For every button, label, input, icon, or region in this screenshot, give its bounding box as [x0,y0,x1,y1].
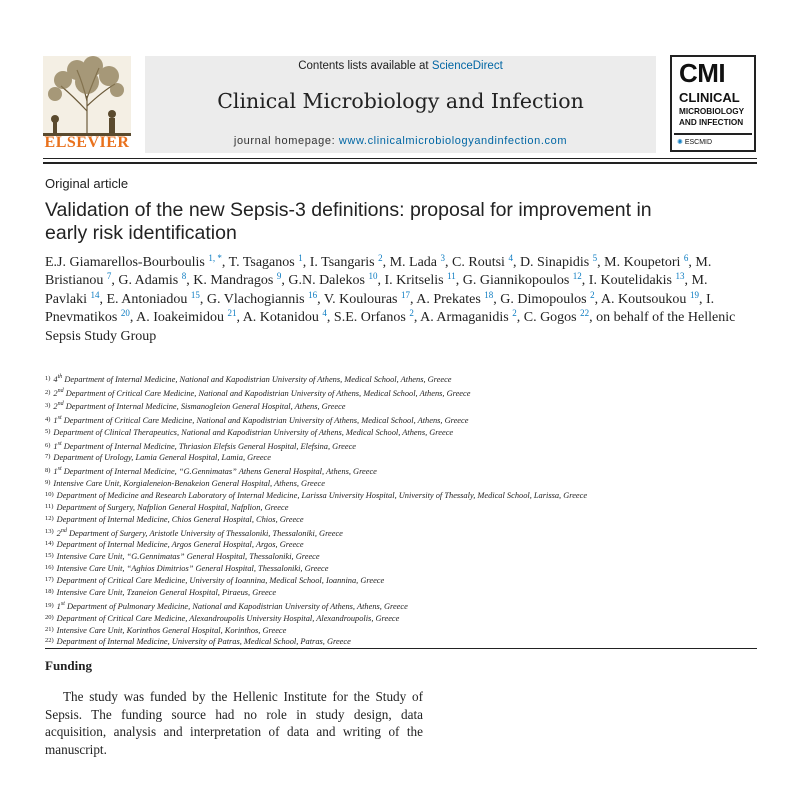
author-name[interactable]: G. Vlachogiannis [206,291,305,307]
header-rule-thick [43,162,757,164]
affiliation-number: 20) [45,613,54,621]
affiliation-text: Department of Critical Care Medicine, National and Kapodistrian University of Athens, Medical School, Athens, Greece [61,415,469,425]
affiliation-number: 21) [45,625,54,633]
affiliation-ordinal: 2 [53,402,58,412]
author-affiliation-ref[interactable]: 1 [298,253,303,263]
cover-line-2: MICROBIOLOGY [679,107,745,116]
affiliation-item [45,386,755,400]
author-affiliation-ref[interactable]: 6 [683,253,689,263]
author-name[interactable]: T. Tsaganos [228,255,295,270]
author-name[interactable]: I. Koutelidakis [588,273,673,289]
author-list: E.J. Giamarellos-Bourboulis $^{1, *}$, T. Tsaganos $^1$, I. Tsangaris $^2$, M. Lada $^3$, C. Routsi $^4$, D. Sinapidis $^5$, M. Koupetori $^6$, M. Bristianou $^7$, G. Adamis $^8$, K. Mandragos $^9$, G.N. Dalekos $^{10}$, I. Kritselis $^{11}$, G. Giannikopoulos $^{12}$, I. Koutelidakis $^{13}$, M. Pavlaki $^{14}$, E. Antoniadou $^{15}$, G. Vlachogiannis $^{16}$, V. Koulouras $^{17}$, A. Prekates $^{18}$, G. Dimopoulos $^2$, A. Koutsoukou $^{19}$, I. Pnevmatikos $^{20}$, A. Ioakeimidou $^{21}$, A. Kotanidou $^4$, S.E. Orfanos $^2$, A. Armaganidis $^2$, C. Gogos $^{22}$, on behalf of the Hellenic Sepsis Study Group [45,253,736,344]
affiliation-number: 3) [45,402,51,410]
affiliation-item [45,372,755,386]
author-name[interactable]: G.N. Dalekos [288,273,365,289]
affiliation-number: 13) [45,528,54,536]
author-affiliation-ref[interactable]: 2 [378,253,383,263]
affiliation-item [45,502,755,514]
affiliation-number: 4) [45,415,51,423]
author-name[interactable]: G. Adamis [118,273,179,289]
contents-prefix: Contents lists available at [298,60,432,72]
author-name[interactable]: A. Ioakeimidou [136,310,224,326]
affiliation-number: 7) [45,453,51,461]
sciencedirect-link[interactable]: ScienceDirect [431,60,503,72]
affiliation-number: 15) [45,552,54,560]
author-name[interactable]: S.E. Orfanos [333,310,406,326]
author-name[interactable]: A. Armaganidis [420,310,509,326]
affiliation-item [45,539,755,551]
section-rule [45,648,757,649]
affiliation-text: Department of Clinical Therapeutics, National and Kapodistrian University of Athens, Medical School, Athens, Greece [53,427,454,437]
affiliation-number: 1) [45,374,51,382]
affiliation-item [45,490,755,502]
publisher-name[interactable]: ELSEVIER [44,134,130,151]
affiliation-number: 9) [45,479,51,487]
cover-abbrev: CMI [679,58,726,88]
affiliation-item [45,439,755,453]
author-affiliation-ref[interactable]: 7 [106,271,112,282]
affiliation-item [45,551,755,563]
affiliation-text: Department of Surgery, Aristotle University of Thessaloniki, Thessaloniki, Greece [66,528,343,538]
affiliation-text: Department of Urology, Lamia General Hospital, Lamia, Greece [53,453,271,463]
affiliation-ordinal: 4 [53,374,58,384]
affiliation-text: Intensive Care Unit, Tzaneion General Hospital, Piraeus, Greece [56,587,277,597]
journal-cover[interactable] [670,55,756,152]
author-affiliation-ref[interactable]: 15 [190,289,200,300]
contents-line [145,60,656,72]
affiliation-ordinal: 1 [53,415,58,425]
affiliation-ordinal-suffix: nd [57,387,64,394]
affiliation-number: 14) [45,540,54,548]
affiliation-number: 18) [45,587,54,595]
affiliation-number: 5) [45,427,51,435]
homepage-link[interactable]: www.clinicalmicrobiologyandinfection.com [338,135,568,147]
affiliation-item [45,636,755,648]
affiliation-text: Intensive Care Unit, “Aghios Dimitrios” General Hospital, Thessaloniki, Greece [56,564,329,574]
escmid-logo [677,138,712,146]
author-name[interactable]: E.J. Giamarellos-Bourboulis [45,255,205,270]
author-affiliation-ref[interactable]: 13 [675,271,685,282]
homepage-line [145,135,656,147]
homepage-prefix: journal homepage: [233,135,339,147]
author-affiliation-ref[interactable]: 1, * [208,253,222,263]
affiliation-ordinal-suffix: st [57,466,62,473]
affiliation-text: Department of Critical Care Medicine, Alexandroupolis University Hospital, Alexandroupolis, Greece [56,613,400,623]
author-name[interactable]: I. Tsangaris [309,255,375,270]
affiliation-item [45,587,755,599]
escmid-icon: ✺ [677,139,683,146]
author-affiliation-ref[interactable]: 2 [590,289,595,300]
funding-heading: Funding [45,658,92,673]
affiliation-ordinal: 2 [56,528,61,538]
author-name[interactable]: M. Bristianou [45,255,712,289]
author-name[interactable]: A. Prekates [416,291,481,307]
affiliation-text: Department of Medicine and Research Laboratory of Internal Medicine, Larissa University Hospital, University of Thessaly, Medical School, Larissa, Greece [56,490,588,500]
author-affiliation-ref[interactable]: 12 [572,271,582,282]
author-name[interactable]: E. Antoniadou [106,291,188,307]
author-affiliation-ref[interactable]: 22 [580,308,590,319]
author-name[interactable]: A. Kotanidou [242,310,319,326]
author-affiliation-ref[interactable]: 14 [90,289,100,300]
affiliation-item [45,514,755,526]
affiliation-text: Department of Internal Medicine, Sismanogleion General Hospital, Athens, Greece [63,402,346,412]
author-affiliation-ref[interactable]: 5 [592,253,598,263]
affiliation-number: 10) [45,490,54,498]
author-affiliation-ref[interactable]: 3 [440,253,446,263]
affiliation-text: Department of Internal Medicine, “G.Gennimatas” Athens General Hospital, Athens, Greece [61,467,377,477]
author-affiliation-ref[interactable]: 17 [401,289,411,300]
affiliation-text: Department of Internal Medicine, Thriasion Elefsis General Hospital, Elefsina, Greece [61,441,357,451]
cover-line-3: AND INFECTION [679,118,744,127]
header-rule [43,158,757,159]
affiliation-item [45,625,755,637]
author-name[interactable]: A. Koutsoukou [600,291,687,307]
affiliation-text: Department of Internal Medicine, University of Patras, Medical School, Patras, Greece [56,637,351,647]
affiliation-text: Department of Internal Medicine, National and Kapodistrian University of Athens, Medical School, Athens, Greece [62,374,452,384]
author-affiliation-ref[interactable]: 9 [276,271,282,282]
affiliation-ordinal: 1 [56,601,61,611]
escmid-label: ESCMID [684,139,713,146]
affiliation-number: 11) [45,502,54,510]
affiliation-number: 12) [45,514,54,522]
author-name[interactable]: M. Lada [389,255,438,270]
affiliation-ordinal-suffix: st [57,415,62,422]
affiliation-number: 22) [45,637,54,645]
author-affiliation-ref[interactable]: 8 [181,271,187,282]
author-name[interactable]: G. Giannikopoulos [462,273,570,289]
article-type: Original article [45,176,129,191]
author-name[interactable]: K. Mandragos [193,273,274,289]
affiliation-item [45,427,755,439]
affiliation-ordinal: 1 [53,467,58,477]
affiliation-text: Department of Critical Care Medicine, National and Kapodistrian University of Athens, Medical School, Athens, Greece [63,388,471,398]
author-name[interactable]: G. Dimopoulos [500,291,587,307]
author-affiliation-ref[interactable]: 4 [322,308,327,319]
affiliation-ordinal: 2 [53,388,58,398]
affiliation-ordinal-suffix: st [60,600,65,607]
article-title: Validation of the new Sepsis-3 definitions: proposal for improvement in early risk identification [45,199,652,244]
affiliation-item [45,526,755,540]
author-affiliation-ref[interactable]: 4 [508,253,513,263]
author-affiliation-ref[interactable]: 2 [512,308,517,319]
cover-divider [674,133,752,135]
affiliation-ordinal: 1 [53,441,58,451]
author-name[interactable]: M. Koupetori [604,255,681,270]
affiliation-text: Department of Critical Care Medicine, University of Ioannina, Medical School, Ioannina, Greece [56,576,385,586]
author-affiliation-ref[interactable]: 20 [120,308,130,319]
affiliation-list [45,372,755,648]
author-affiliation-ref[interactable]: 21 [227,308,237,319]
affiliation-text: Intensive Care Unit, “G.Gennimatas” General Hospital, Thessaloniki, Greece [56,552,320,562]
affiliation-item [45,563,755,575]
author-name[interactable]: C. Gogos [523,310,577,326]
affiliation-number: 16) [45,564,54,572]
journal-masthead [145,56,656,153]
author-affiliation-ref[interactable]: 16 [308,289,318,300]
author-name[interactable]: V. Koulouras [323,291,398,307]
affiliation-number: 2) [45,388,51,396]
author-name[interactable]: I. Pnevmatikos [45,291,715,326]
cover-line-1: CLINICAL [679,90,740,105]
author-affiliation-ref[interactable]: 18 [484,289,494,300]
author-name[interactable]: D. Sinapidis [519,255,590,270]
affiliation-ordinal-suffix: st [57,440,62,447]
affiliation-ordinal-suffix: nd [60,527,67,534]
author-name[interactable]: M. Pavlaki [45,273,708,307]
affiliation-text: Department of Internal Medicine, Chios General Hospital, Chios, Greece [56,514,304,524]
author-name[interactable]: I. Kritselis [384,273,444,289]
affiliation-item [45,464,755,478]
affiliation-ordinal-suffix: th [57,374,63,380]
affiliation-item [45,399,755,413]
author-affiliation-ref[interactable]: 19 [689,289,699,300]
author-group: , on behalf of the Hellenic Sepsis Study Group [45,310,736,344]
affiliation-item [45,452,755,464]
affiliation-item [45,599,755,613]
affiliation-text: Department of Pulmonary Medicine, National and Kapodistrian University of Athens, Athens, Greece [64,601,408,611]
affiliation-number: 19) [45,601,54,609]
affiliation-item [45,478,755,490]
affiliation-number: 8) [45,467,51,475]
journal-title[interactable]: Clinical Microbiology and Infection [217,89,584,113]
author-name[interactable]: C. Routsi [452,255,505,270]
affiliation-text: Department of Internal Medicine, Argos General Hospital, Argos, Greece [56,540,304,550]
affiliation-text: Department of Surgery, Nafplion General Hospital, Nafplion, Greece [56,502,289,512]
affiliation-item [45,413,755,427]
author-affiliation-ref[interactable]: 2 [409,308,414,319]
author-affiliation-ref[interactable]: 11 [447,271,456,282]
funding-text: The study was funded by the Hellenic Institute for the Study of Sepsis. The funding source had no role in study design, data acquisition, analysis and interpretation of data and writing of the manuscript. [45,689,423,757]
affiliation-item [45,613,755,625]
affiliation-number: 17) [45,576,54,584]
affiliation-text: Intensive Care Unit, Korinthos General Hospital, Korinthos, Greece [56,625,287,635]
affiliation-text: Intensive Care Unit, Korgialeneion-Benakeion General Hospital, Athens, Greece [53,479,325,489]
affiliation-ordinal-suffix: nd [57,401,64,408]
author-affiliation-ref[interactable]: 10 [368,271,378,282]
affiliation-item [45,575,755,587]
affiliation-number: 6) [45,441,51,449]
